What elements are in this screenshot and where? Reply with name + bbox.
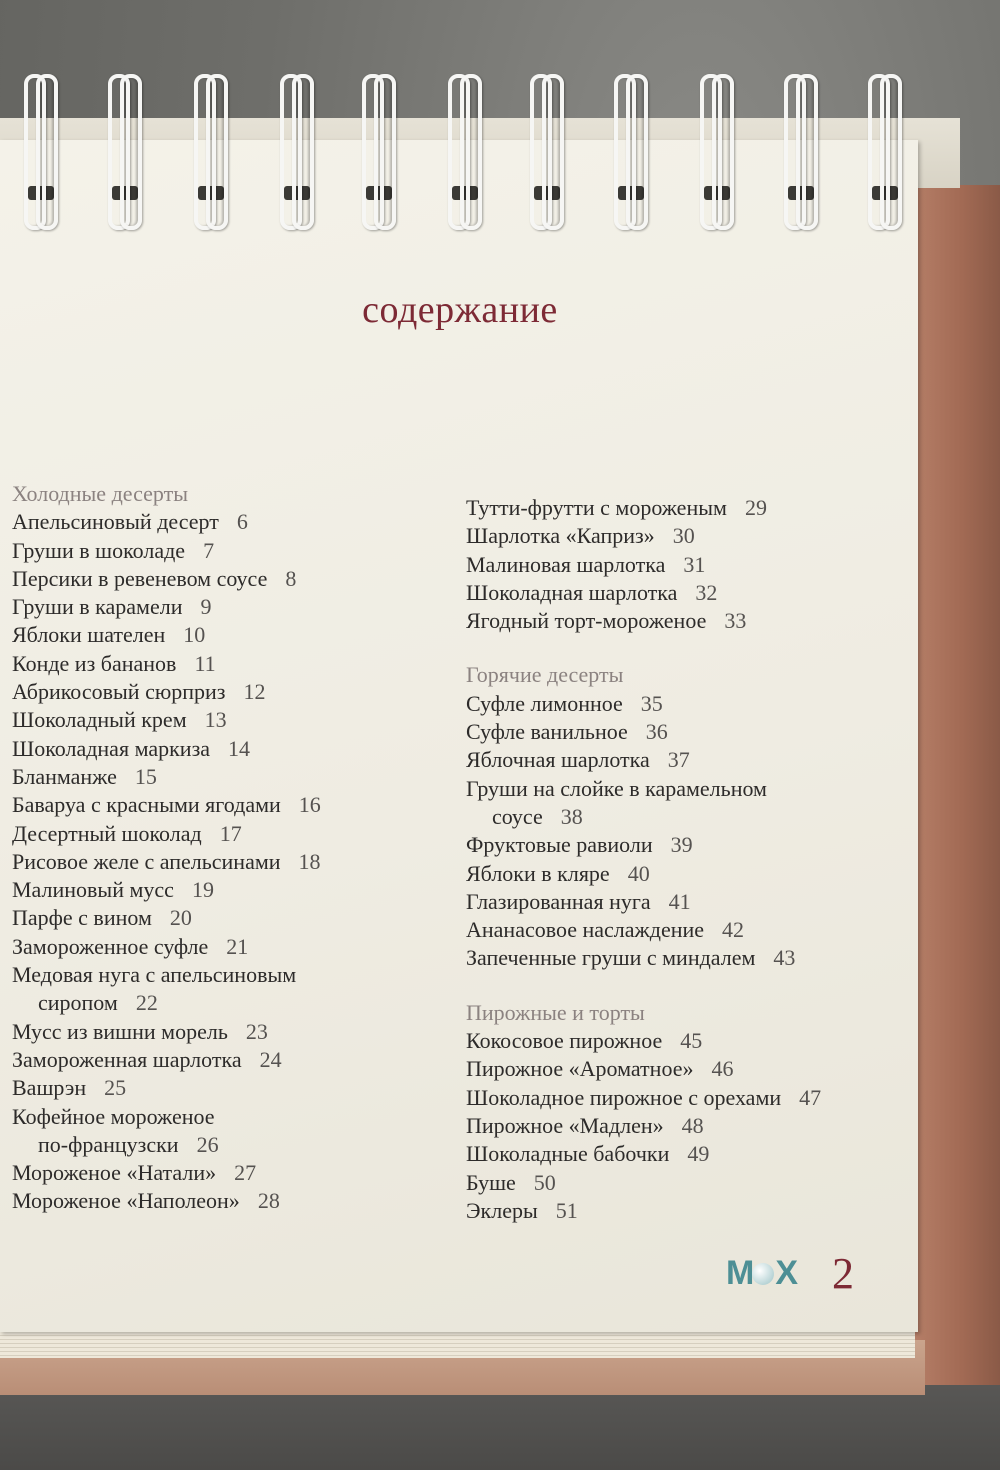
entry-title: Мороженое «Натали» xyxy=(12,1160,217,1186)
entry-page-number: 42 xyxy=(722,917,745,943)
entry-page-number: 23 xyxy=(245,1018,268,1044)
contents-entry xyxy=(466,831,906,859)
ring-loop xyxy=(626,74,648,230)
entry-title: Эклеры xyxy=(466,1197,538,1223)
contents-entry xyxy=(466,690,906,718)
entry-page-number: 45 xyxy=(680,1028,703,1054)
contents-entry xyxy=(12,1074,452,1102)
entry-page-number: 49 xyxy=(687,1141,710,1167)
entry-page-number: 35 xyxy=(640,690,663,716)
contents-entry xyxy=(466,1197,906,1225)
entry-page-number: 41 xyxy=(668,888,691,914)
logo-letter-x: X xyxy=(775,1254,796,1292)
entry-title: Груши в карамели xyxy=(12,594,183,620)
contents-entry xyxy=(12,706,452,734)
page-title: содержание xyxy=(362,289,558,331)
ring-loop xyxy=(36,74,58,230)
entry-title: Пирожное «Мадлен» xyxy=(466,1112,664,1138)
spiral-ring xyxy=(194,74,226,224)
entry-page-number: 32 xyxy=(695,579,718,605)
spiral-ring xyxy=(280,74,312,224)
contents-entry xyxy=(12,763,452,791)
entry-title: Баваруа с красными ягодами xyxy=(12,792,281,818)
entry-title: Суфле ванильное xyxy=(466,719,628,745)
entry-title: Абрикосовый сюрприз xyxy=(12,679,226,705)
logo-letter-m: M xyxy=(726,1254,752,1292)
section-heading-hot: Горячие десерты xyxy=(466,662,624,688)
list-hot-desserts xyxy=(466,690,906,973)
entry-title: Шарлотка «Каприз» xyxy=(466,523,655,549)
entry-title: Ананасовое наслаждение xyxy=(466,917,705,943)
entry-page-number: 25 xyxy=(104,1075,127,1101)
entry-title: Яблочная шарлотка xyxy=(466,747,650,773)
entry-title: Мороженое «Наполеон» xyxy=(12,1188,240,1214)
entry-title: Ягодный торт-мороженое xyxy=(466,608,707,634)
entry-page-number: 24 xyxy=(259,1046,282,1072)
contents-entry xyxy=(466,551,906,579)
entry-page-number: 12 xyxy=(243,679,266,705)
contents-entry xyxy=(12,1018,452,1046)
entry-page-number: 28 xyxy=(257,1188,280,1214)
entry-title: Замороженное суфле xyxy=(12,933,209,959)
section-gap xyxy=(466,973,906,999)
entry-title: Малиновый мусс xyxy=(12,877,174,903)
entry-page-number: 43 xyxy=(773,945,796,971)
contents-entry-continuation xyxy=(466,803,906,831)
entry-page-number: 27 xyxy=(234,1160,257,1186)
entry-title: Шоколадное пирожное с орехами xyxy=(466,1084,782,1110)
contents-entry xyxy=(466,494,906,522)
contents-entry xyxy=(12,565,452,593)
contents-entry xyxy=(466,888,906,916)
contents-entry xyxy=(12,678,452,706)
entry-page-number: 9 xyxy=(200,594,212,620)
entry-page-number: 48 xyxy=(681,1112,704,1138)
logo-circle-icon xyxy=(752,1263,774,1285)
entry-title: Груши на слойке в карамельном xyxy=(466,775,767,801)
entry-title: Яблоки в кляре xyxy=(466,860,610,886)
contents-entry xyxy=(12,1159,452,1187)
entry-title-continued: по-французски xyxy=(38,1131,179,1157)
entry-title: Персики в ревеневом соусе xyxy=(12,565,268,591)
entry-page-number: 31 xyxy=(683,551,706,577)
contents-entry xyxy=(466,775,906,803)
ring-loop xyxy=(460,74,482,230)
contents-entry xyxy=(12,961,452,989)
entry-page-number: 21 xyxy=(226,933,249,959)
list-cold-desserts-continued xyxy=(466,494,906,635)
ring-loop xyxy=(712,74,734,230)
entry-page-number: 46 xyxy=(711,1056,734,1082)
entry-page-number: 6 xyxy=(236,509,248,535)
contents-entry xyxy=(12,593,452,621)
contents-entry xyxy=(12,1046,452,1074)
section-heading-cold: Холодные десерты xyxy=(12,481,188,506)
entry-page-number: 8 xyxy=(285,565,297,591)
list-cold-desserts xyxy=(12,508,452,1215)
entry-title: Суфле лимонное xyxy=(466,690,623,716)
contents-entry xyxy=(466,916,906,944)
entry-title: Конде из бананов xyxy=(12,650,177,676)
contents-entry xyxy=(466,718,906,746)
entry-title: Шоколадные бабочки xyxy=(466,1141,670,1167)
contents-entry xyxy=(466,944,906,972)
contents-entry xyxy=(12,820,452,848)
spiral-ring xyxy=(868,74,900,224)
entry-page-number: 26 xyxy=(196,1131,219,1157)
ring-loop xyxy=(542,74,564,230)
publisher-logo xyxy=(726,1254,795,1293)
contents-entry xyxy=(12,1103,452,1131)
page-number: 2 xyxy=(832,1249,854,1298)
entry-title: Апельсиновый десерт xyxy=(12,509,219,535)
contents-entry xyxy=(466,1140,906,1168)
entry-title: Глазированная нуга xyxy=(466,888,651,914)
contents-entry xyxy=(12,650,452,678)
contents-entry xyxy=(12,933,452,961)
entry-page-number: 16 xyxy=(298,792,321,818)
easel-backing xyxy=(905,185,1000,1385)
entry-title: Вашрэн xyxy=(12,1075,87,1101)
spiral-ring xyxy=(700,74,732,224)
entry-page-number: 11 xyxy=(194,650,216,676)
ring-loop xyxy=(374,74,396,230)
contents-entry xyxy=(466,522,906,550)
contents-entry-continuation xyxy=(12,989,452,1017)
contents-entry xyxy=(12,735,452,763)
spiral-ring xyxy=(108,74,140,224)
contents-column-left xyxy=(12,480,452,1216)
entry-page-number: 18 xyxy=(298,848,321,874)
entry-page-number: 15 xyxy=(134,763,157,789)
ring-loop xyxy=(120,74,142,230)
entry-title: Буше xyxy=(466,1169,516,1195)
contents-entry xyxy=(12,508,452,536)
contents-entry xyxy=(466,1027,906,1055)
entry-page-number: 10 xyxy=(183,622,206,648)
entry-page-number: 38 xyxy=(560,803,583,829)
entry-page-number: 19 xyxy=(191,877,214,903)
contents-entry xyxy=(466,1169,906,1197)
entry-title: Рисовое желе с апельсинами xyxy=(12,848,281,874)
spiral-ring xyxy=(24,74,56,224)
entry-title: Запеченные груши с миндалем xyxy=(466,945,756,971)
ring-loop xyxy=(206,74,228,230)
entry-title-continued: соусе xyxy=(492,803,543,829)
entry-page-number: 51 xyxy=(555,1197,578,1223)
entry-title: Шоколадный крем xyxy=(12,707,187,733)
contents-entry xyxy=(466,860,906,888)
entry-page-number: 7 xyxy=(203,537,215,563)
ring-loop xyxy=(796,74,818,230)
spiral-ring xyxy=(784,74,816,224)
spiral-ring xyxy=(614,74,646,224)
contents-entry xyxy=(12,621,452,649)
entry-page-number: 33 xyxy=(724,608,747,634)
entry-title: Кокосовое пирожное xyxy=(466,1028,663,1054)
contents-column-right xyxy=(466,494,906,1225)
entry-title: Тутти-фрутти с мороженым xyxy=(466,495,727,520)
contents-entry xyxy=(466,607,906,635)
contents-entry xyxy=(12,904,452,932)
list-cakes xyxy=(466,1027,906,1225)
contents-entry xyxy=(12,537,452,565)
entry-title: Груши в шоколаде xyxy=(12,537,186,563)
ring-loop xyxy=(292,74,314,230)
entry-title: Малиновая шарлотка xyxy=(466,551,666,577)
entry-title: Замороженная шарлотка xyxy=(12,1046,242,1072)
entry-title: Десертный шоколад xyxy=(12,820,202,846)
entry-page-number: 20 xyxy=(169,905,192,931)
contents-entry xyxy=(12,848,452,876)
contents-entry xyxy=(12,876,452,904)
entry-page-number: 17 xyxy=(219,820,242,846)
entry-title: Шоколадная шарлотка xyxy=(466,579,678,605)
entry-title: Яблоки шателен xyxy=(12,622,166,648)
contents-entry xyxy=(466,579,906,607)
entry-page-number: 22 xyxy=(135,990,158,1016)
entry-page-number: 47 xyxy=(799,1084,822,1110)
spiral-ring xyxy=(448,74,480,224)
contents-entry xyxy=(466,1084,906,1112)
entry-page-number: 40 xyxy=(627,860,650,886)
entry-title-continued: сиропом xyxy=(38,990,118,1016)
entry-title: Фруктовые равиоли xyxy=(466,832,653,858)
contents-entry-continuation xyxy=(12,1131,452,1159)
spiral-ring xyxy=(362,74,394,224)
section-heading-cakes: Пирожные и торты xyxy=(466,999,645,1025)
contents-entry xyxy=(12,1187,452,1215)
section-gap xyxy=(466,635,906,661)
entry-title: Медовая нуга с апельсиновым xyxy=(12,962,297,988)
entry-title: Пирожное «Ароматное» xyxy=(466,1056,694,1082)
contents-entry xyxy=(12,791,452,819)
entry-page-number: 29 xyxy=(744,495,767,520)
contents-entry xyxy=(466,746,906,774)
entry-title: Бланманже xyxy=(12,763,117,789)
spiral-ring xyxy=(530,74,562,224)
entry-page-number: 39 xyxy=(670,832,693,858)
entry-page-number: 30 xyxy=(672,523,695,549)
contents-entry xyxy=(466,1055,906,1083)
entry-page-number: 13 xyxy=(204,707,227,733)
entry-title: Мусс из вишни морель xyxy=(12,1018,228,1044)
entry-page-number: 37 xyxy=(667,747,690,773)
entry-page-number: 36 xyxy=(645,719,668,745)
contents-entry xyxy=(466,1112,906,1140)
ring-loop xyxy=(880,74,902,230)
entry-page-number: 14 xyxy=(228,735,251,761)
entry-title: Шоколадная маркиза xyxy=(12,735,211,761)
entry-title: Парфе с вином xyxy=(12,905,152,931)
entry-page-number: 50 xyxy=(533,1169,556,1195)
entry-title: Кофейное мороженое xyxy=(12,1103,215,1129)
